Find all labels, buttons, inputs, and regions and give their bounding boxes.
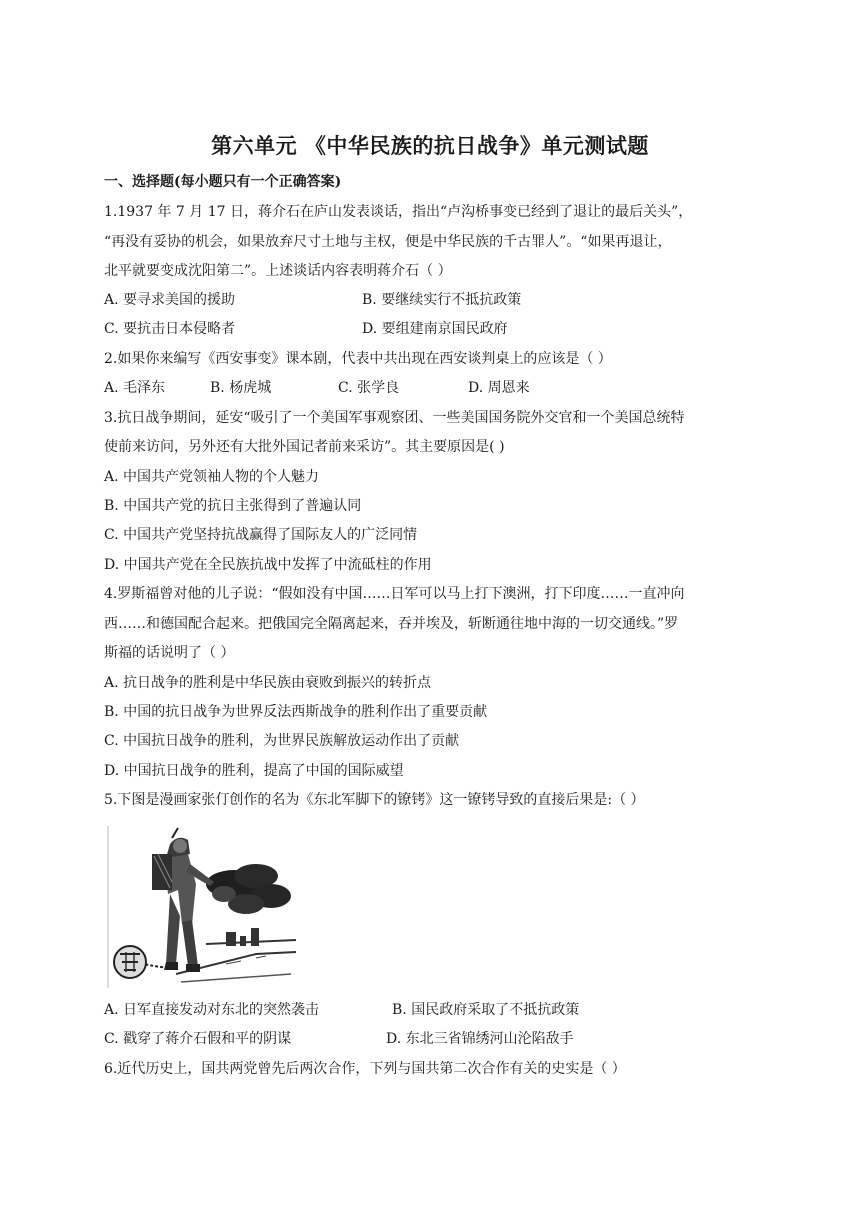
question-3-line-1: 3.抗日战争期间，延安“吸引了一个美国军事观察团、一些美国国务院外交官和一个美国总统特	[104, 410, 685, 426]
question-1-option-c: C. 要抗击日本侵略者	[104, 321, 236, 337]
question-2-option-a: A. 毛泽东	[104, 380, 166, 396]
question-4-option-d: D. 中国抗日战争的胜利，提高了中国的国际威望	[104, 763, 404, 779]
question-4-option-c: C. 中国抗日战争的胜利，为世界民族解放运动作出了贡献	[104, 733, 460, 749]
question-1-line-2: “再没有妥协的机会，如果放弃尺寸土地与主权，便是中华民族的千古罪人”。“如果再退让，	[104, 234, 672, 250]
shackles-cartoon-image	[106, 824, 302, 990]
question-1-option-d: D. 要组建南京国民政府	[362, 321, 508, 337]
question-5-option-b: B. 国民政府采取了不抵抗政策	[392, 1002, 580, 1018]
question-4-option-b: B. 中国的抗日战争为世界反法西斯战争的胜利作出了重要贡献	[104, 704, 488, 720]
question-2-option-d: D. 周恩来	[468, 380, 530, 396]
question-6-line-1: 6.近代历史上，国共两党曾先后两次合作，下列与国共第二次合作有关的史实是（ ）	[104, 1061, 626, 1077]
question-2-line-1: 2.如果你来编写《西安事变》课本剧，代表中共出现在西安谈判桌上的应该是（ ）	[104, 351, 612, 367]
question-3-option-a: A. 中国共产党领袖人物的个人魅力	[104, 469, 320, 485]
section-heading: 一、选择题(每小题只有一个正确答案)	[104, 174, 342, 190]
page-title: 第六单元 《中华民族的抗日战争》单元测试题	[211, 133, 649, 158]
question-1-line-3: 北平就要变成沈阳第二”。上述谈话内容表明蒋介石（ ）	[104, 263, 452, 279]
question-3-option-c: C. 中国共产党坚持抗战赢得了国际友人的广泛同情	[104, 527, 418, 543]
question-3-option-b: B. 中国共产党的抗日主张得到了普遍认同	[104, 498, 362, 514]
question-2-option-c: C. 张学良	[338, 380, 400, 396]
question-1-line-1: 1.1937 年 7 月 17 日，蒋介石在庐山发表谈话，指出“卢沟桥事变已经到了退让的最后关头”，	[104, 204, 693, 220]
question-2-option-b: B. 杨虎城	[210, 380, 272, 396]
question-1-option-b: B. 要继续实行不抵抗政策	[362, 292, 522, 308]
question-3-option-d: D. 中国共产党在全民族抗战中发挥了中流砥柱的作用	[104, 557, 432, 573]
question-4-line-2: 西……和德国配合起来。把俄国完全隔离起来，吞并埃及，斩断通往地中海的一切交通线。”罗	[104, 616, 679, 632]
question-4-line-3: 斯福的话说明了（ ）	[104, 645, 235, 661]
question-5-line-1: 5.下图是漫画家张仃创作的名为《东北军脚下的镣铐》这一镣铐导致的直接后果是:（ ）	[104, 792, 645, 808]
question-4-line-1: 4.罗斯福曾对他的儿子说：“假如没有中国……日军可以马上打下澳洲，打下印度……一直冲向	[104, 586, 685, 602]
question-5-option-c: C. 戳穿了蒋介石假和平的阴谋	[104, 1031, 292, 1047]
question-5-option-d: D. 东北三省锦绣河山沦陷敌手	[386, 1031, 574, 1047]
question-4-option-a: A. 抗日战争的胜利是中华民族由衰败到振兴的转折点	[104, 675, 432, 691]
question-1-option-a: A. 要寻求美国的援助	[104, 292, 236, 308]
question-3-line-2: 使前来访问，另外还有大批外国记者前来采访”。其主要原因是( )	[104, 439, 505, 455]
question-5-option-a: A. 日军直接发动对东北的突然袭击	[104, 1002, 320, 1018]
